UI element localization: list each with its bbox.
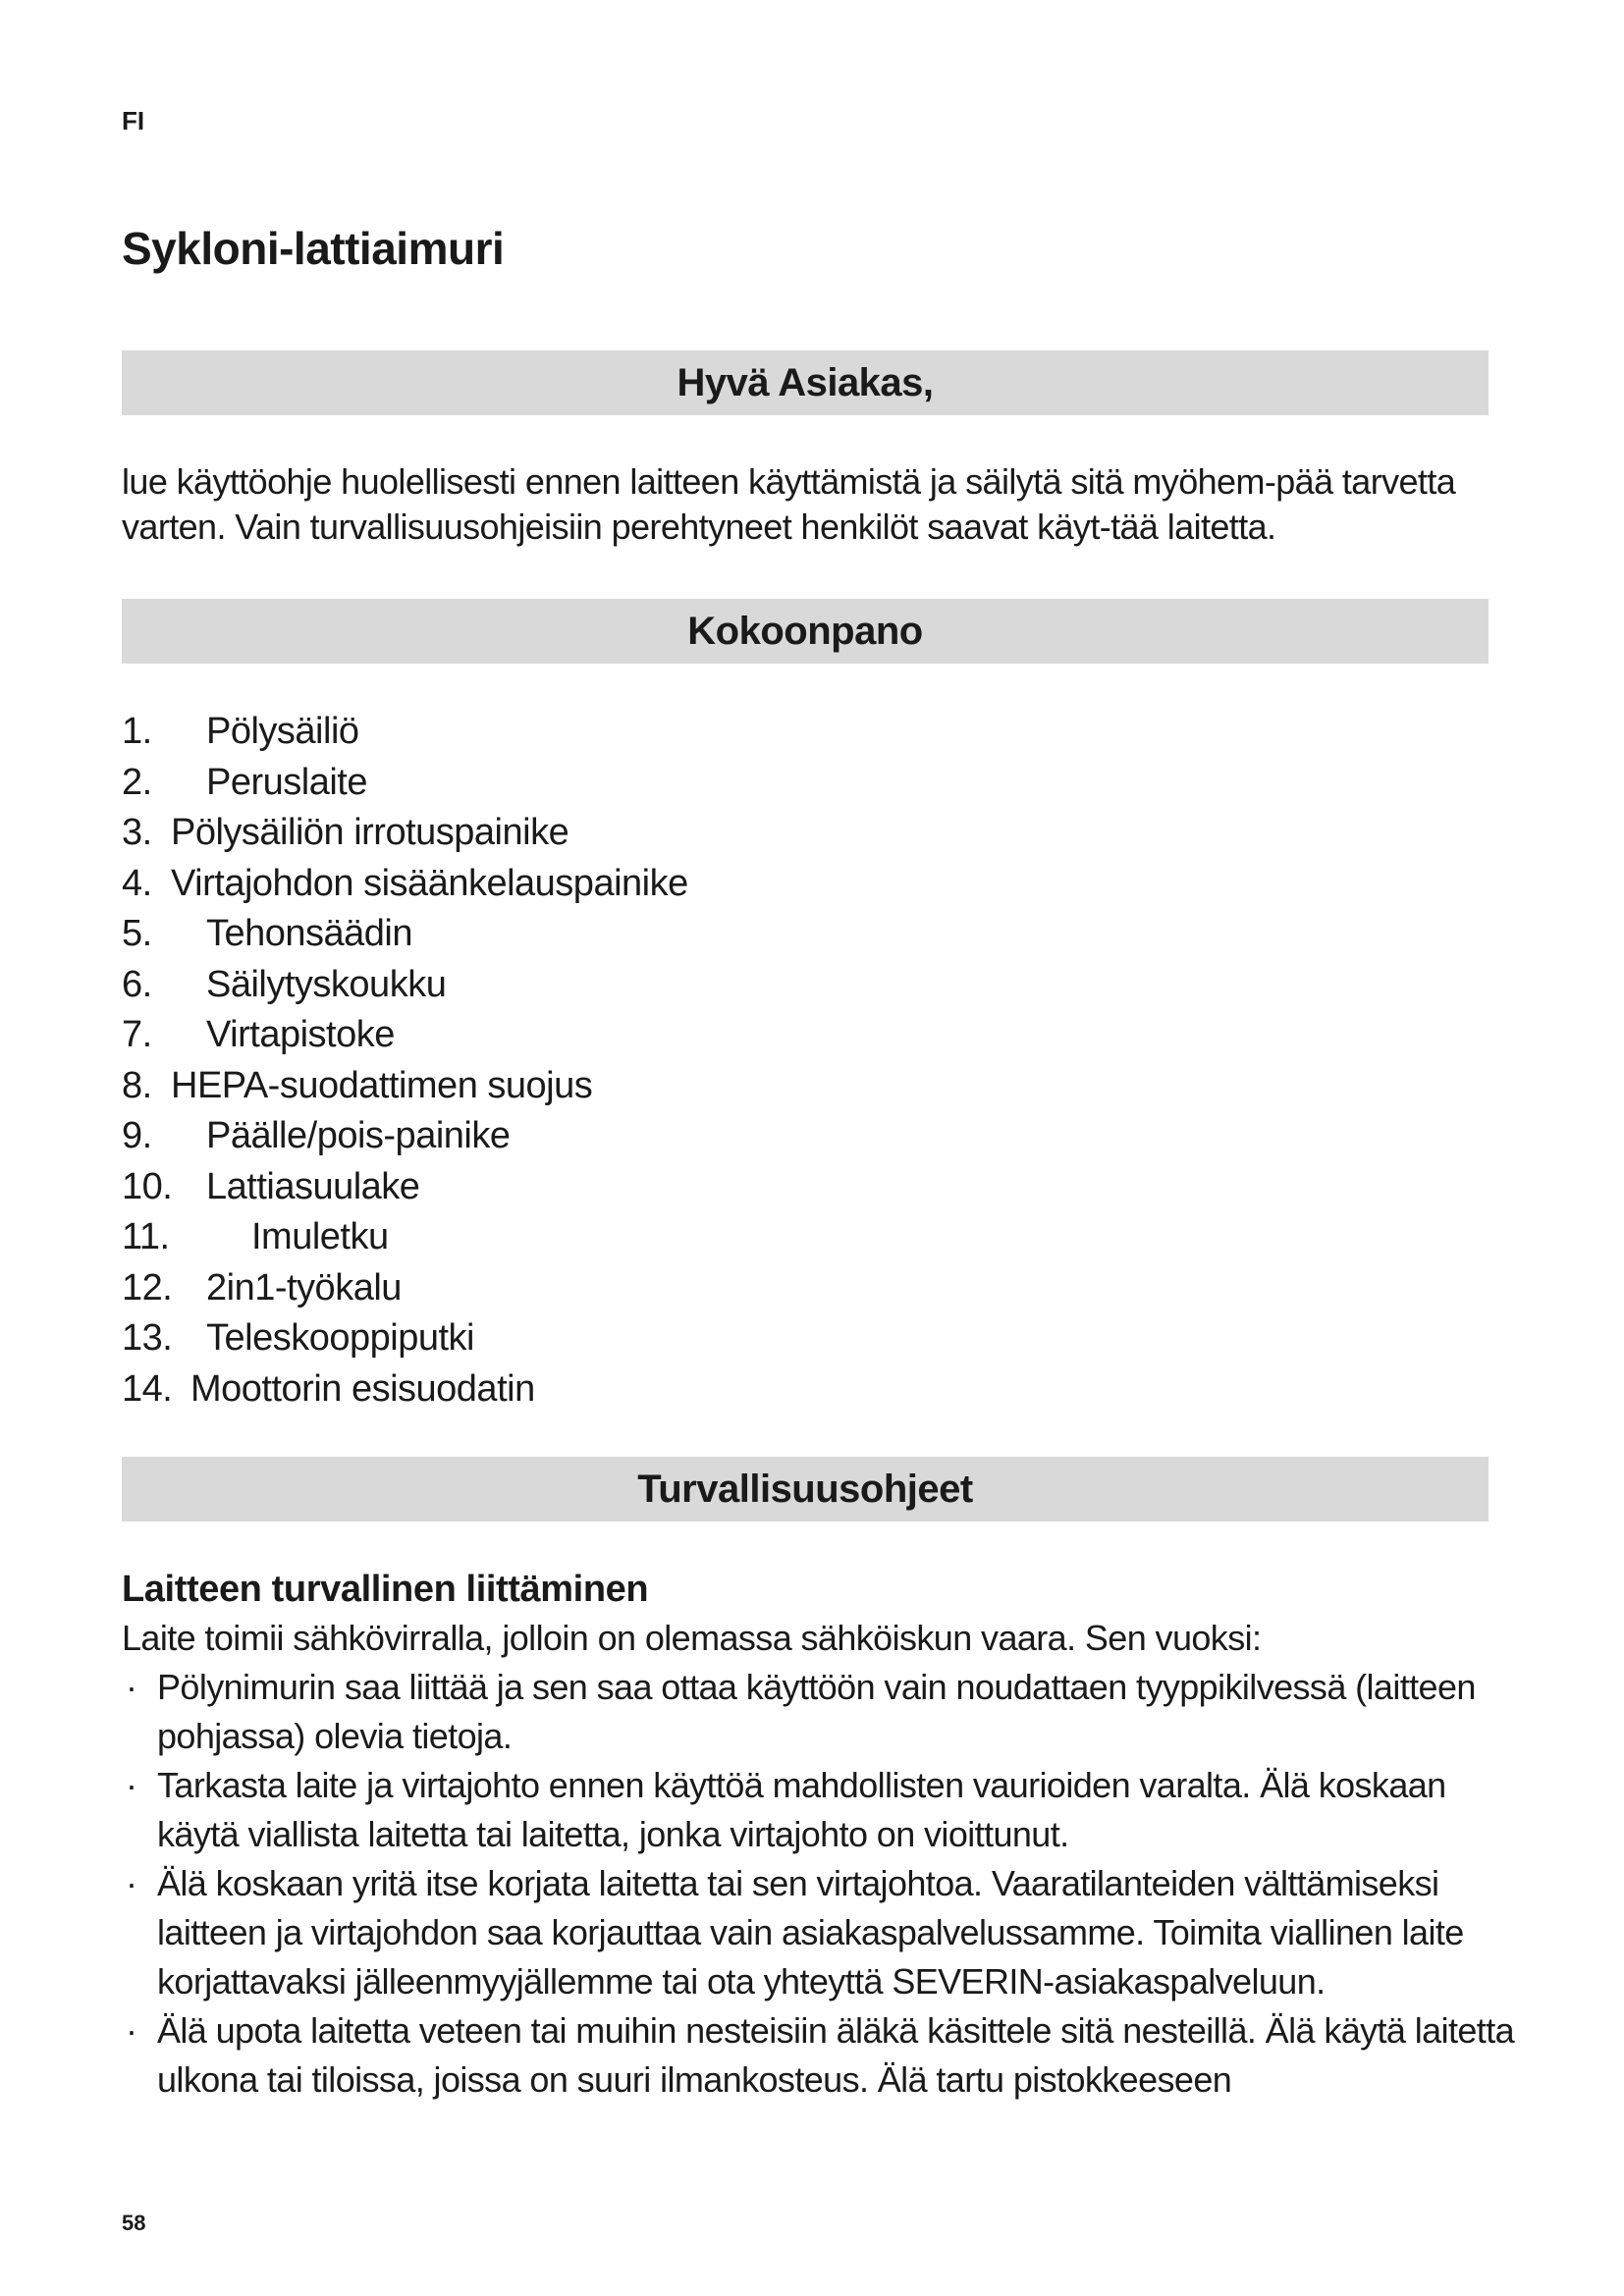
item-label: Pölysäiliö xyxy=(206,711,359,752)
list-item xyxy=(122,707,688,758)
list-item xyxy=(122,758,688,809)
safety-section xyxy=(122,1565,1516,2105)
list-item xyxy=(122,1212,688,1263)
safety-bullet-text: Pölynimurin saa liittää ja sen saa ottaa käyttöön vain noudattaen tyyppikilvessä (laitteen pohjassa) olevia tietoja. xyxy=(157,1667,1476,1756)
safety-bullet-text: Tarkasta laite ja virtajohto ennen käyttöä mahdollisten vaurioiden varalta. Älä koskaan käytä viallista laitetta tai laitetta, jonka virtajohto on vioittunut. xyxy=(157,1765,1446,1854)
list-item xyxy=(122,1313,688,1364)
parts-list xyxy=(122,707,688,1415)
bullet-dot-icon: · xyxy=(126,1765,137,1805)
list-item xyxy=(122,1010,688,1061)
item-label: Peruslaite xyxy=(206,761,367,803)
item-number: 8. xyxy=(122,1064,152,1106)
safety-bullet-text: Älä upota laitetta veteen tai muihin nesteisiin äläkä käsittele sitä nesteillä. Älä käytä laitetta ulkona tai tiloissa, joissa on suuri ilmankosteus. Älä tartu pistokkeeseen xyxy=(157,2010,1515,2100)
item-label: Teleskooppiputki xyxy=(206,1317,474,1359)
safety-bullet xyxy=(122,1859,1516,2006)
item-number: 5. xyxy=(122,913,152,954)
item-label: Moottorin esisuodatin xyxy=(190,1367,535,1410)
item-number: 11. xyxy=(122,1216,170,1257)
page-number: 58 xyxy=(122,2211,146,2235)
item-label: Säilytyskoukku xyxy=(206,963,447,1005)
section-heading-assembly: Kokoonpano xyxy=(122,599,1489,664)
bullet-dot-icon: · xyxy=(126,1667,137,1707)
list-item xyxy=(122,1111,688,1162)
language-code: FI xyxy=(122,106,145,135)
document-title: Sykloni-lattiaimuri xyxy=(122,223,505,274)
item-number: 4. xyxy=(122,862,152,904)
list-item xyxy=(122,1162,688,1213)
item-label: Imuletku xyxy=(251,1216,389,1257)
section-heading-safety: Turvallisuusohjeet xyxy=(122,1457,1489,1522)
item-number: 1. xyxy=(122,711,152,752)
item-label: Pölysäiliön irrotuspainike xyxy=(171,812,569,853)
list-item xyxy=(122,1263,688,1314)
safety-bullet xyxy=(122,1663,1516,1761)
item-label: 2in1-työkalu xyxy=(206,1266,402,1308)
safety-subheading: Laitteen turvallinen liittäminen xyxy=(122,1569,649,1610)
item-number: 13. xyxy=(122,1317,173,1359)
safety-bullet-list xyxy=(122,1663,1516,2105)
item-number: 10. xyxy=(122,1165,173,1207)
safety-intro: Laite toimii sähkövirralla, jolloin on olemassa sähköiskun vaara. Sen vuoksi: xyxy=(122,1618,1262,1658)
item-number: 2. xyxy=(122,761,152,803)
list-item xyxy=(122,909,688,960)
list-item xyxy=(122,960,688,1011)
safety-bullet xyxy=(122,2006,1516,2105)
item-label: Lattiasuulake xyxy=(206,1165,420,1207)
greeting-paragraph: lue käyttöohje huolellisesti ennen laitteen käyttämistä ja säilytä sitä myöhem-pää tarvetta varten. Vain turvallisuusohjeisiin perehtyneet henkilöt saavat käyt-tää laitetta. xyxy=(122,461,1456,547)
item-label: HEPA-suodattimen suojus xyxy=(171,1064,593,1106)
item-label: Tehonsäädin xyxy=(206,913,413,954)
item-number: 7. xyxy=(122,1014,152,1055)
item-label: Virtajohdon sisäänkelauspainike xyxy=(171,862,688,904)
item-number: 12. xyxy=(122,1266,173,1308)
section-heading-greeting: Hyvä Asiakas, xyxy=(122,350,1489,415)
item-number: 9. xyxy=(122,1115,152,1156)
item-label: Virtapistoke xyxy=(206,1014,395,1055)
item-number: 6. xyxy=(122,963,152,1005)
list-item xyxy=(122,1061,688,1112)
safety-bullet xyxy=(122,1761,1516,1859)
item-label: Päälle/pois-painike xyxy=(206,1115,511,1156)
bullet-dot-icon: · xyxy=(126,2010,137,2051)
bullet-dot-icon: · xyxy=(126,1863,137,1903)
item-number: 14. xyxy=(122,1367,173,1410)
list-item xyxy=(122,1364,688,1415)
list-item xyxy=(122,808,688,859)
item-number: 3. xyxy=(122,812,152,853)
list-item xyxy=(122,859,688,910)
safety-bullet-text: Älä koskaan yritä itse korjata laitetta tai sen virtajohtoa. Vaaratilanteiden välttämiseksi laitteen ja virtajohdon saa korjauttaa vain asiakaspalvelussamme. Toimita viallinen laite korjattavaksi jälleenmyyjällemme tai ota yhteyttä SEVERIN-asiakaspalveluun. xyxy=(157,1863,1464,2002)
